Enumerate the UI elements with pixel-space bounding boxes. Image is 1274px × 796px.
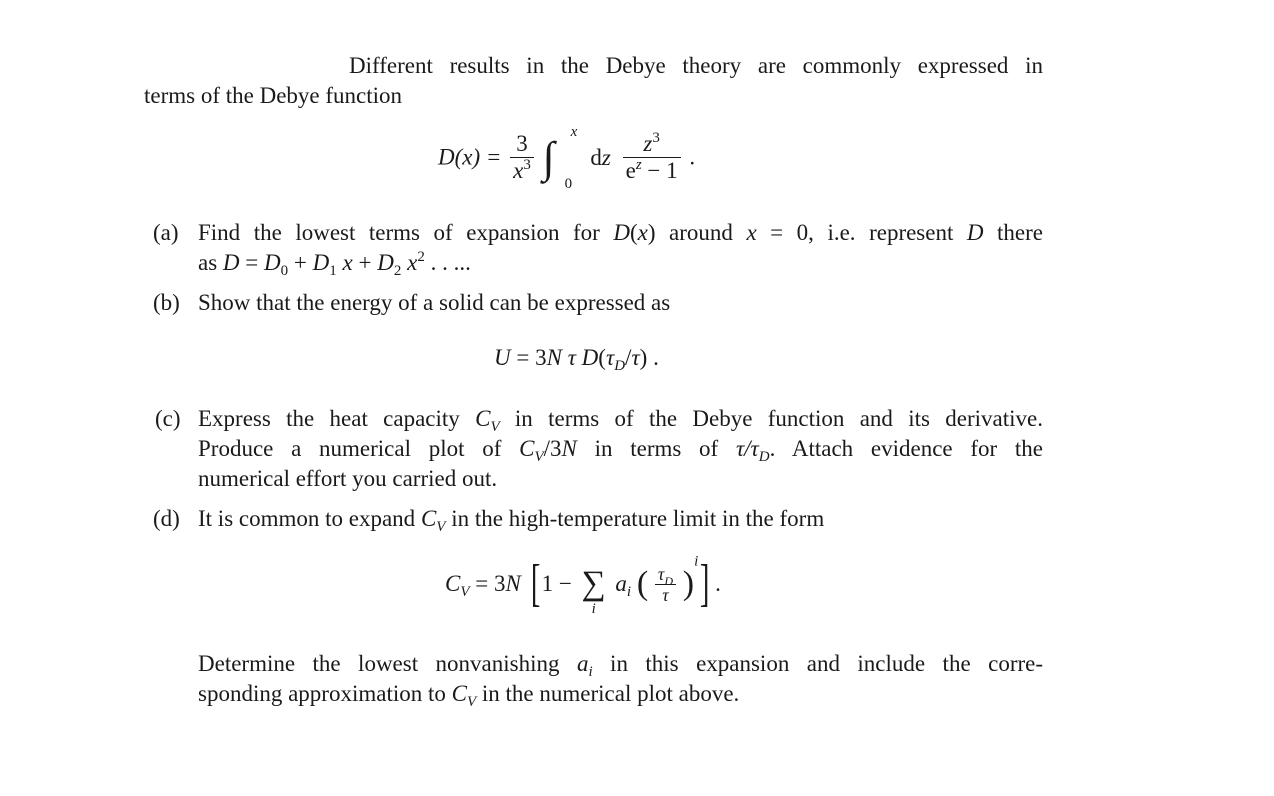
item-c-line-2: Produce a numerical plot of $C_V/3N$ in terms of $\tau/\tau_D$. Attach evidence for the: [198, 436, 1043, 465]
item-d-after-line-1: Determine the lowest nonvanishing $a_i$ in this expansion and include the corre-: [198, 651, 1043, 680]
item-c-line-3: numerical effort you carried out.: [198, 466, 498, 491]
equation-heat-capacity-expansion: $C_V = 3N$ [ 1 − ∑ i $a_i$ ( $\frac{\tau_D}{\tau}$ )$^i$ ] .: [445, 553, 721, 617]
item-b-label: (b): [153, 290, 180, 315]
item-a-line-2: as $D = D_0 + D_1$ $x + D_2$ $x^2$ . . ...: [198, 249, 471, 279]
item-a-label: (a): [153, 220, 179, 245]
intro-line-1: Different results in the Debye theory are commonly expressed in: [349, 53, 1043, 78]
item-d-after-line-2: sponding approximation to $C_V$ in the numerical plot above.: [198, 681, 740, 710]
item-a-line-1: Find the lowest terms of expansion for D(x) around x = 0, i.e. represent D there: [198, 220, 1044, 245]
item-c-line-1: Express the heat capacity $C_V$ in terms of the Debye function and its derivative.: [198, 406, 1043, 435]
summation-sign: ∑ i: [581, 565, 606, 617]
eq3-inner-fraction: $\frac{\tau_D}{\tau}$: [655, 564, 676, 605]
item-d-label: (d): [153, 506, 180, 531]
eq1-integrand: $\frac{z^3}{e^z - 1}$: [623, 131, 681, 184]
equation-energy: U = 3N τ $D(\tau_D/\tau)$ .: [494, 345, 659, 374]
left-bracket: [: [530, 555, 541, 612]
item-d-line-1: It is common to expand $C_V$ in the high-temperature limit in the form: [198, 506, 825, 535]
eq1-fraction: $\frac{3}{x^3}$: [510, 131, 534, 184]
eq1-dz: dz: [590, 144, 611, 170]
integral-sign: ∫ x 0: [542, 123, 578, 192]
right-bracket: ]: [699, 555, 710, 612]
item-b-line-1: Show that the energy of a solid can be expressed as: [198, 290, 671, 315]
eq1-lhs: D(x) =: [438, 144, 502, 170]
intro-line-2: terms of the Debye function: [144, 83, 403, 108]
item-c-label: (c): [155, 406, 181, 431]
equation-debye-function: D(x) = $\frac{3}{x^3}$ ∫ x 0 dz $\frac{z^3}{e^z - 1}$ .: [438, 123, 696, 192]
